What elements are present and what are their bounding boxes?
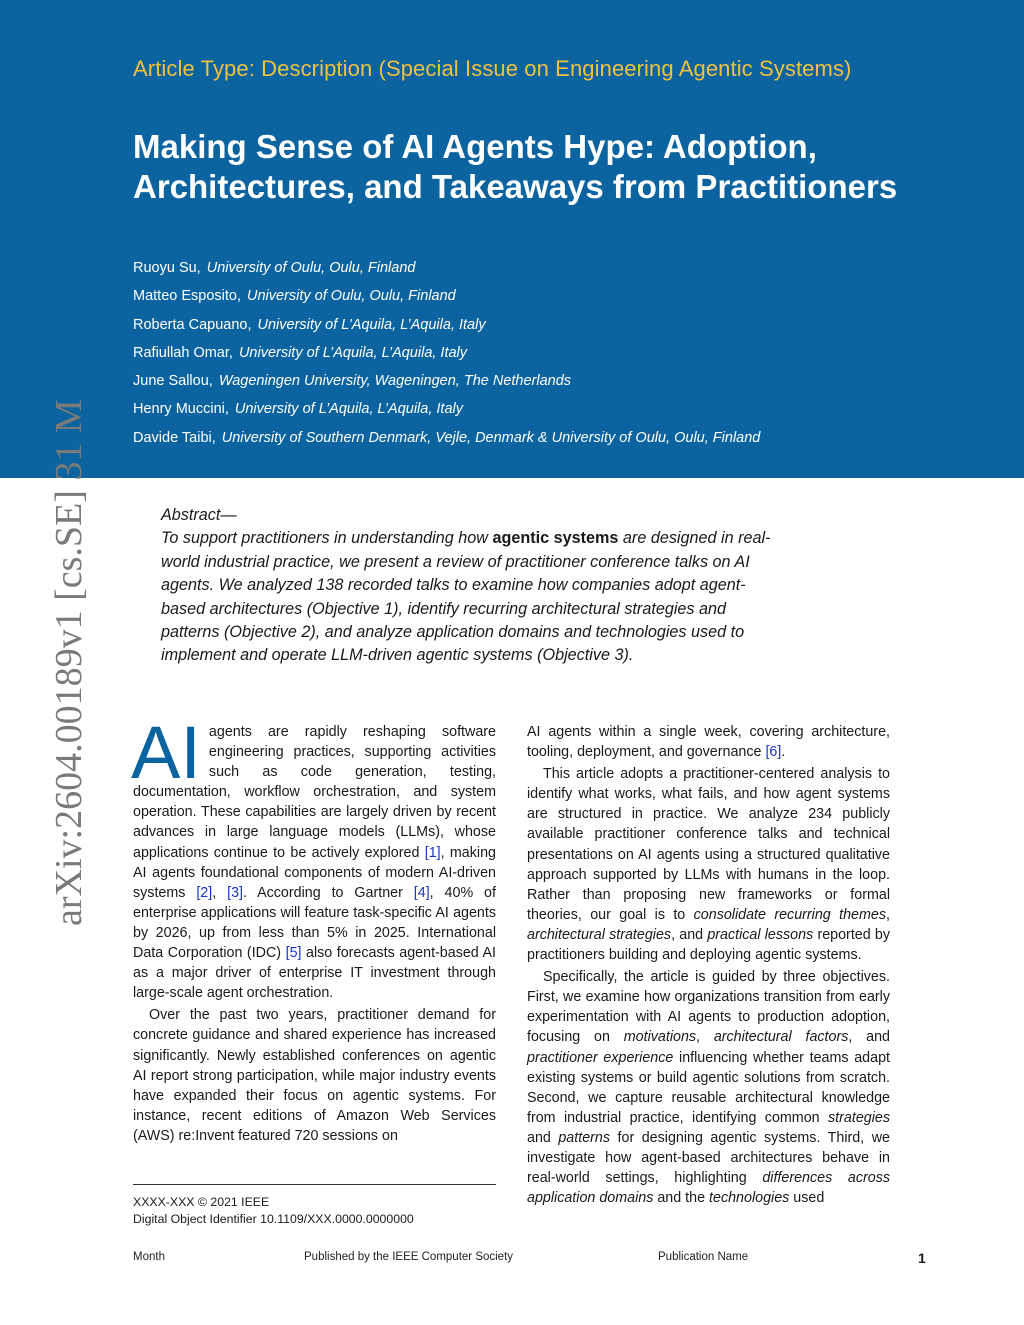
arxiv-stamp-region xyxy=(10,399,90,970)
footnote-divider xyxy=(133,1184,496,1185)
header-band xyxy=(0,0,1024,478)
author-entry xyxy=(133,430,933,458)
body-paragraph: AI agents are rapidly reshaping software engineering practices, supporting activities such as code generation, testing, documentation, workflow orchestration, and system operation. These capabilities are largely driven by recent advances in large language models (LLMs), whose applications continue to be actively explored [1], making AI agents foundational components of modern AI-driven systems [2], [3]. According to Gartner [4], 40% of enterprise applications will feature task-specific AI agents by 2026, up from less than 5% in 2025. International Data Corporation (IDC) [5] also forecasts agent-based AI as a major driver of enterprise IT investment through large-scale agent orchestration. xyxy=(131,711,496,1002)
footnote xyxy=(133,1194,414,1228)
citation-link[interactable]: [4] xyxy=(413,884,430,901)
author-name: Henry Muccini, xyxy=(133,401,229,418)
author-name: Roberta Capuano, xyxy=(133,316,252,333)
abstract-heading: Abstract— xyxy=(161,506,237,524)
author-affiliation: University of Oulu, Oulu, Finland xyxy=(247,288,456,305)
body-column-right xyxy=(527,722,890,1208)
author-list xyxy=(133,260,933,458)
author-affiliation: University of L’Aquila, L’Aquila, Italy xyxy=(257,316,486,333)
drop-cap: AI xyxy=(131,711,201,794)
citation-link[interactable]: [1] xyxy=(424,844,441,861)
footer-month: Month xyxy=(133,1251,165,1263)
page-number: 1 xyxy=(918,1250,926,1266)
copyright-line: XXXX-XXX © 2021 IEEE xyxy=(133,1195,270,1209)
author-entry xyxy=(133,260,933,288)
author-entry xyxy=(133,401,933,429)
author-affiliation: University of L’Aquila, L’Aquila, Italy xyxy=(234,401,463,418)
author-affiliation: University of Oulu, Oulu, Finland xyxy=(206,260,416,276)
article-type: Article Type: Description (Special Issue on Engineering Agentic Systems) xyxy=(133,56,852,81)
author-affiliation: University of Southern Denmark, Vejle, Denmark & University of Oulu, Oulu, Finland xyxy=(221,429,761,446)
author-affiliation: University of L’Aquila, L’Aquila, Italy xyxy=(238,344,468,361)
doi-line: Digital Object Identifier 10.1109/XXX.0000.0000000 xyxy=(133,1212,414,1226)
author-entry xyxy=(133,317,933,345)
body-paragraph: AI agents within a single week, covering architecture, tooling, deployment, and governance [6]. xyxy=(527,724,890,761)
citation-link[interactable]: [2] xyxy=(196,884,213,901)
body-paragraph: Specifically, the article is guided by three objectives. First, we examine how organizations transition from early experimentation with AI agents to production adoption, focusing on motivations, architectural factors, and practitioner experience influencing whether teams adapt existing systems or build agentic solutions from scratch. Second, we capture reusable architectural knowledge from industrial practice, identifying common strategies and patterns for designing agentic systems. Third, we investigate how agent-based architectures behave in real-world settings, highlighting differences across application domains and the technologies used xyxy=(527,969,891,1207)
author-entry xyxy=(133,288,933,316)
arxiv-stamp: arXiv:2604.00189v1 [cs.SE] 31 M xyxy=(48,399,90,926)
body-paragraph: Over the past two years, practitioner demand for concrete guidance and shared experience has increased significantly. Newly established conferences on agentic AI report strong participation, while major industry events have expanded their focus on agentic systems. For instance, recent editions of Amazon Web Services (AWS) re:Invent featured 720 sessions on xyxy=(133,1007,496,1144)
author-affiliation: Wageningen University, Wageningen, The Netherlands xyxy=(218,373,572,390)
author-name: Ruoyu Su, xyxy=(133,260,201,276)
paper-title: Making Sense of AI Agents Hype: Adoption, Architectures, and Takeaways from Practitioners xyxy=(133,128,898,205)
abstract-key-term: agentic systems xyxy=(492,529,619,548)
footer-publication-name: Publication Name xyxy=(658,1251,749,1263)
author-entry xyxy=(133,345,933,373)
citation-link[interactable]: [5] xyxy=(285,945,302,962)
citation-link[interactable]: [6] xyxy=(765,744,782,761)
citation-link[interactable]: [3] xyxy=(227,884,244,901)
author-name: Matteo Esposito, xyxy=(133,288,241,305)
author-name: Rafiullah Omar, xyxy=(133,344,233,361)
body-paragraph: This article adopts a practitioner-centered analysis to identify what works, what fails, and how agent systems are structured in practice. We analyze 234 publicly available practitioner conference talks and technical presentations on AI agents using a structured qualitative approach supported by LLMs with humans in the loop. Rather than proposing new frameworks or formal theories, our goal is to consolidate recurring themes, architectural strategies, and practical lessons reported by practitioners building and deploying agentic systems. xyxy=(527,766,890,964)
author-entry xyxy=(133,373,933,401)
abstract-body: To support practitioners in understanding how agentic systems are designed in real-world industrial practice, we present a review of practitioner conference talks on AI agents. We analyzed 138 recorded talks to examine how companies adopt agent-based architectures (Objective 1), identify recurring architectural strategies and patterns (Objective 2), and analyze application domains and technologies used to implement and operate LLM-driven agentic systems (Objective 3). xyxy=(161,529,771,665)
footer-publisher: Published by the IEEE Computer Society xyxy=(304,1251,514,1263)
abstract xyxy=(161,504,781,668)
author-name: Davide Taibi, xyxy=(133,429,216,446)
author-name: June Sallou, xyxy=(133,373,213,390)
body-column-left xyxy=(131,711,496,1146)
